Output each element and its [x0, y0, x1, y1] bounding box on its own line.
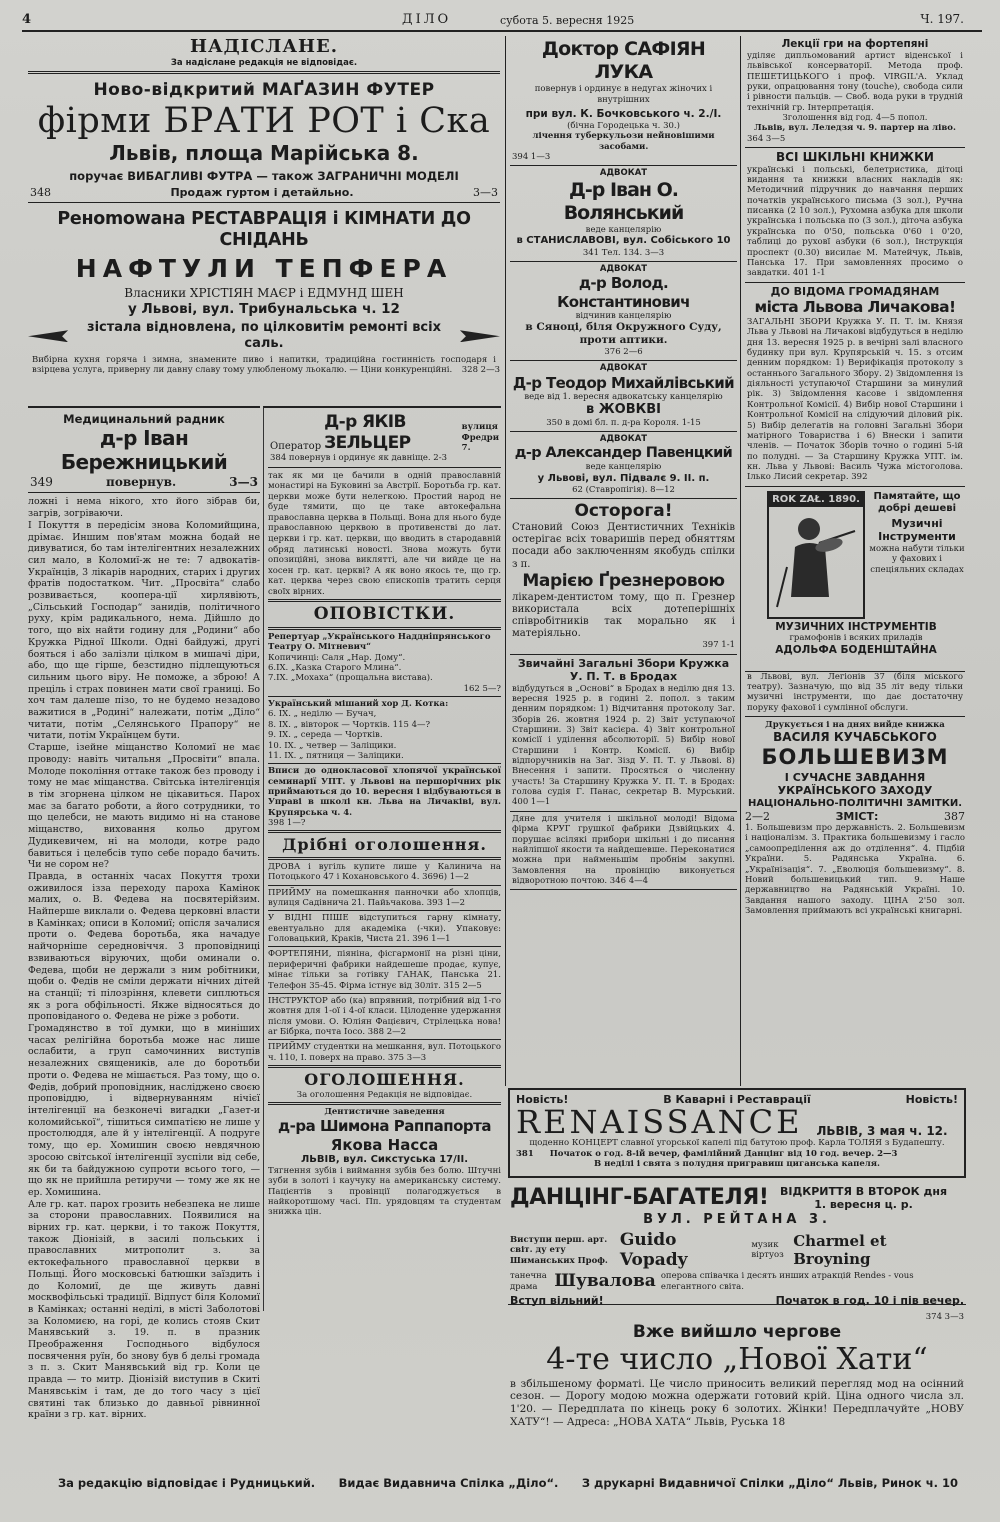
dent-address: ЛЬВІВ, вул. Сикстуська 17/ІІ.	[300, 1153, 469, 1165]
ren-city: ЛЬВІВ, 3 мая ч. 12.	[816, 1123, 948, 1138]
mykhailivsky-ad	[510, 361, 737, 432]
dent-name1: д-ра Шимона Раппапорта	[278, 1117, 491, 1136]
volyansky-ad	[510, 166, 737, 262]
hata-text: в збільшеному форматі. Це число приносить великий перегляд мод на осінний сезон. — Дорогу модою можна одержати готовий крій. Ціна одного числа зл. 1'20. — Передплата по кінець року 6 золотих. Жінки! Передплачуйте „НОВУ ХАТУ“! — Адреса: „НОВА ХАТА“ Львів, Руська 18	[510, 1377, 964, 1428]
piano-lessons-ad	[745, 36, 965, 148]
doc-title: Медицинальний радник	[63, 412, 225, 426]
hand-pointer-icon	[460, 330, 500, 342]
rest-address: у Львові, вул. Трибунальська ч. 12	[128, 300, 400, 317]
top-left-ads	[28, 36, 500, 406]
rest-text: Вибірна кухня горяча і зимна, знамените пиво і напитки, традиційна гостинність господаря і взірцева услуга, приверну ли давну славу тому улюбленому льокалю. — Ціни конкуренційні.	[32, 355, 496, 376]
footer-editor: За редакцію відповідає і Рудницький.	[58, 1476, 316, 1490]
doctor-ad	[28, 408, 260, 493]
op-address: вулиця Фредри 7.	[461, 422, 500, 454]
books-ad	[745, 148, 965, 283]
ren-title: RENAISSANCE	[516, 1103, 803, 1142]
ren-text3: В неділі і свята з полудня пригравиш циганська капеля.	[594, 1159, 880, 1170]
fur-line5: Продаж гуртом і детайльно.	[170, 185, 354, 199]
mykh-name: Д-р Теодор Михайлівський	[512, 373, 735, 392]
saf-code: 394 1—3	[512, 151, 551, 162]
ren-code: 381	[516, 1148, 534, 1159]
mus-text5: грамофонів і всяких приладів	[789, 633, 923, 644]
vol-name: Д-р Іван О. Волянський	[563, 178, 684, 224]
dan-address: ВУЛ. РЕЙТАНА 3.	[643, 1211, 831, 1227]
vol-text: веде канцелярію	[585, 225, 662, 235]
article-continued: так як ми це бачили в одній православній монастирі на Буковині за Австрії. Боротьба гр. кат. церкви може бути нелегкою. Простий народ не буде тямити, що це таке автокефальна православна церква в Польщі. Вона для нього буде православною церквою в противенстві до лат. церкви і гр. кат. церкви, що вводить в стародавній обряд латинські новості. Знова можуть бути опозиційні, знова виклятті, але чи вийде це на хосен гр. кат. церкві? А як воно якось те, що гр. кат. церква через свою єпископів тратить серця своїх вірних.	[268, 470, 501, 597]
kon-text: відчинив канцелярію	[575, 310, 672, 321]
choir-item: 8. IX. „ вівторок — Чортків. 115 4—?	[268, 719, 431, 730]
violinist-illustration	[767, 491, 865, 619]
dentist-ad	[268, 1107, 501, 1218]
ost-text1: Становий Союз Дентистичних Техніків остерігає всіх товаришів перед обняттям посади або заключенням якобудь спілки з п.	[512, 522, 735, 570]
bol-subtitle: І СУЧАСНЕ ЗАВДАННЯ УКРАЇНСЬКОГО ЗАХОДУ	[777, 770, 933, 798]
small-ad: ПРИЙМУ на помешкання панночки або хлопців, вулиця Садівнича 21. Пайьчакова. 393 1—2	[268, 887, 501, 908]
fur-line1: Ново-відкритий МАҐАЗИН ФУТЕР	[93, 80, 435, 101]
renaissance-ad	[508, 1088, 966, 1178]
ost-code: 397 1-1	[702, 640, 735, 651]
rest-name: НАФТУЛИ ТЕПФЕРА	[75, 253, 453, 283]
fur-store-ad	[28, 74, 500, 203]
saf-text2: (бічна Городецька ч. 30.)	[567, 120, 680, 131]
saf-address: при вул. К. Бочковського ч. 2./І.	[525, 108, 722, 121]
adv-label: АДВОКАТ	[599, 168, 648, 179]
dent-name2: Якова Насса	[330, 1135, 439, 1154]
doc-code: 3—3	[229, 474, 258, 489]
krug-text: Дяне для учителя і шкільної молоді! Відома фірма КРУГ грушкої фабрики Дзвiйцьких 4. порушає всілякі прибори шкільні і до писання найлiпшої якости та найдешевше. Переконатися можна при найменьшім пробнім закупні. Замовлення на провінцію виконується відворотною почтою. 346 4—4	[512, 813, 735, 886]
konstantynovych-ad	[510, 262, 737, 361]
small-ad: ПРИЙМУ студентки на мешкання, вул. Потоцького ч. 110, І. поверх на право. 375 3—3	[268, 1042, 501, 1063]
bol-code2: 387	[944, 809, 965, 823]
kon-address: в Сяноці, біля Окружного Суду, проти аптики.	[525, 321, 722, 347]
saf-text1: повернув і ординує в недугах жіночих і внутрішних	[534, 84, 713, 105]
rep-item: 7.IX. „Мохаха“ (прощальна вистава).	[268, 673, 433, 684]
hata-code: 374 3—3	[925, 1312, 964, 1322]
doc-ret: повернув.	[106, 474, 177, 489]
choir-title: Український мішаний хор Д. Котка:	[268, 699, 449, 710]
rest-code: 328 2—3	[461, 364, 500, 375]
vid-title: ДО ВІДОМА ГРОМАДЯНАМ	[770, 284, 940, 298]
choir-item: 6. IX. „ неділю — Бучач,	[268, 709, 377, 720]
dan-text2: музик віртуоз	[751, 1240, 784, 1261]
mus-text1: Памятайте, що добрі дешеві	[873, 490, 961, 514]
doc-num: 349	[30, 474, 53, 489]
mykh-code: 350 в домі бл. п. д-ра Короля. 1-15	[546, 418, 701, 429]
violinist-icon	[769, 507, 863, 617]
ost-text2: лікарем-дентистом тому, що п. Грезнер використала всіх дотеперішніх співробітників так морально як і матеріяльно.	[512, 591, 735, 640]
mus-text4: МУЗИЧНИХ ІНСТРУМЕНТІВ	[775, 620, 937, 633]
bol-text: 1. Большевизм про державність. 2. Большевизм і націоналізм. 3. Практика большевизму і гасло „самоопреділення аж до отділення“. 4. Підбій України. 5. Радянська Україна. 6. „Українізація“. 7. „Еволюція большевизму“. 8. Новий большевицький тип. 9. Наше державництво на Радянській Україні. 10. Завдання нашого заходу. ЦІНА 2'50 зол. Замовлення приймають всі українські книгарні.	[745, 823, 965, 916]
rep-item: Копичинці: Саля „Нар. Дому“.	[268, 652, 406, 663]
page-header	[22, 10, 982, 32]
dribni-heading: Дрібні оголошення.	[282, 835, 487, 855]
mus-text: в Львові, вул. Легіонів 37 (біля міського театру). Зазначую, що від 35 літ веду тільки музичні інструменти, що дає достаточну поруку фахової і сумлінної обслуги.	[747, 671, 963, 713]
pav-name: д-р Александер Павенцкий	[514, 444, 733, 461]
warning-ad	[510, 499, 737, 654]
pokuttia-article: ложні і нема нікого, хто його зібрав би, загрів, зогріваючи. І Покуття в передісім знова Коломийщина, дрімає. Иншим пов'ятам можна бодай не дивуватися, бо там інтелігентних незалежних сил мало, в Коломиї-ж не те: 7 адвокатів-Українців, 3 лікарів народних, старих і других фратів подостатком. Чит. „Просвіта“ слабо розвивається, коопера-ції хирлявіють, „Сільський Господар“ занидів, політичного руху, крім радикального, нема. Дійшло до того, що віх найти годину для „Родини“ або Кружка Рідної Школи. Одні байдужі, другі бояться і або залізли цілком в мишачі діри, або, що ще гірше, безстидно підлещуються сильним цього віру. Не поможе, а зброю! А преціль і страх повинен мати свої границі. Бо хоч там далеше пізо, то не будемо незадово важитися в „Родині“ належати, потім „Діло“ читати, потім „Селянського Прапору“ не читати, потім Українцем бути. Старше, ізейне міщанство Коломиї не має проводу: навіть читальня „Просвіти“ впала. Молоде покоління оттаке також без проводу і тому не має міщанства. Світська інтелігенція в тім згорнена цілком не цікавиться. Парох має за багато роботи, а його сотрудники, то що целебси, не мають видимо ні на станове міщанство, виховання кольо другом Дудикевичем, ні на молоди, котре радо бавиться і целебсів тупо себе порадо бачить. Чи не сором не? Правда, в останніх часах Покуття трохи оживилося ізза переходу пароха Камінок малих, о. В. Федева на посвятерійзим. Найперше виклали о. Федева церковні власти в Камінках; описи в Коломиї; опісля зачалися проти о. Федева боротьба, яка начадуе найчорніше середновіччя. 3 проповідниці взвиваються віруючих, щоби оминали о. Федева, щоби не держали з ним робітники, щоби о. Федів не сміли держати нічних дітей на станції; ті пілозріння, клевети сиплються як з рога обфільності. Якже відносяться до проповіданого о. Федева не ріже з роботи. Громадянство в тої думки, що в миніших часах релігійна боротьба може нас лише ослабити, а груп самочинних виступів незалежних священиків, але до боротьби проти о. Федева не мішається. Раз тому, що о. Федів, добрий проповідник, насліджено своєю проповіддю, і відвернуванням нічієї інтелігенції на безконечі вигадки „Газет-и коломийської“, тішиться симпатією не лише у простолюддя, але й у інтелігенції. А подруге тому, що ep. Хомишин своєю невдячною зросою світської інтелігенції зуспіли від себе, як би та байдужною супроти всього того, — що як не прийшла ретиручи — тому же як не ep. Хомишина. Але гр. кат. парох грозить небезпека не лише за сторони православних. Появилися на вірних гр. кат. церкви, і то також Покуття, також Діонізій, в засилі польських і православних митрополит з. за ектокефального православної церкви в Польщі. Його московські батюшки заїздить і до Коломиї, де ще живуть давні москвофільські традиції. Відпуст біля Коломиї в Камінках; останні неділі, в місті Заболотові за Коломиєю, на горі, де колись стояв Скит Манявський з. 19. п. в празник Преображення Господнього відбулося посвячення руїн, бо знову був б дельі громада з п. з. Скит Манявський від гр. Коли це правда — то митр. Діонізій виступив в Скиті Манявськім і там, де до того часу з цієї святині так близько до давньої рівнинної країни з гр. кат. вірних.	[28, 496, 260, 1421]
music-instruments-ad	[745, 487, 965, 672]
ren-new2: Новість!	[905, 1093, 958, 1106]
vid-name: міста Львова Личакова!	[754, 298, 956, 317]
fur-address: Львів, площа Марійська 8.	[109, 141, 419, 166]
dan-text3: танечна драма	[510, 1271, 547, 1292]
vol-address: в СТАНИСЛАВОВІ, вул. Собіського 10	[516, 235, 731, 247]
notices-column	[263, 406, 501, 1311]
zb-title: Звичайні Загальні Збори Кружка У. П. Т. в Бродах	[517, 656, 730, 684]
right-column	[740, 36, 965, 1086]
vid-text: ЗАГАЛЬНІ ЗБОРИ Кружка У. П. Т. ім. Князя Льва у Львові на Личакові відбудуться в неділю дня 13. вересня 1925 р. в вечірні залі власного будинку при вул. Крупярській ч. 15. з отсим денним порядком: 1) Верифікація протоколу з останнього Загального Збору. 2) Звідомлення із діяльності уступаючої Старшини за минулий рік. 3) Звідомлення касове і звідомлення Контрольної Комісії. 4) Вибір нової Старшини і Контрольної Комісії на слідуючий діловий рік. 5) Вибір делегатів на головні Загальні Збори матірного Товариства і 6) Внески і запити членів. — Початок Зборів точно о годині 5-ій по полудні. — За Старшину Кружка УПТ. ім. кн. Льва у Львові: Василь Чужа містоголова. Ілько Лисий секретар. 392	[747, 316, 963, 483]
choir-item: 9. IX. „ середа — Чортків.	[268, 730, 383, 741]
brody-meeting-ad	[510, 655, 737, 812]
doc-name: д-р Іван Бережницький	[60, 426, 228, 475]
vol-code: 341 Тел. 134. 3—3	[582, 247, 665, 258]
mykh-text: веде від 1. вересня адвокатську канцелярію	[524, 391, 723, 402]
dan-name1: Guido Vopady	[619, 1229, 688, 1271]
dan-text1: Виступи перш. арт. світ. ду ету Шиманських Проф.	[510, 1234, 608, 1266]
footer-printer: З друкарні Видавничої Спілки „Діло“ Львів, Ринок ч. 10	[581, 1476, 958, 1490]
dan-name3: Шувалова	[554, 1271, 656, 1292]
page-number: 4	[22, 12, 32, 27]
nova-khata-ad	[508, 1310, 966, 1462]
mus-text3: можна набути тільки у фахових і спеціяльних складах	[869, 543, 965, 575]
small-ad: ДРОВА і вугіль купите лише у Калинича на Потоцького 47 і Кохановського 4. 3696) 1—2	[268, 861, 501, 883]
bol-text1: Друкується і на днях вийде книжка	[765, 720, 945, 731]
pav-code: 62 (Ставропігія). 8—12	[572, 485, 675, 495]
bolshevism-book-ad	[745, 717, 965, 916]
small-ad: У ВІДНІ ПІШЕ відступиться гарну кімнату, евентуально для академіка (-чки). Упаковує: Головацький, Краків, Чиста 21. 396 1—1	[268, 913, 501, 945]
op-title: Оператор	[270, 441, 322, 453]
ren-where: В Каварні і Реставрації	[663, 1093, 811, 1106]
dent-text: Тягнення зубів і виймання зубів без болю. Штучні зуби в золоті і каучуку на американську систему. Пацієнтів з провінції полагоджується в найкоротшому часі. Пп. урядовцям та студентам знижка цін.	[268, 1166, 501, 1218]
fur-code: 3—3	[472, 185, 498, 199]
dancing-ad	[508, 1183, 966, 1305]
dan-entry: Вступ вільний!	[510, 1293, 604, 1307]
ogoloshennia-note: За оголошення Редакція не відповідає.	[296, 1089, 473, 1100]
ost-title: Осторога!	[574, 501, 673, 522]
lawyers-column	[505, 36, 737, 1086]
dan-name2: Charmel et Broyning	[793, 1232, 887, 1269]
hata-title: 4-те число „Нової Хати“	[546, 1342, 928, 1378]
nadislane-note: За надіслане редакція не відповідає.	[170, 57, 358, 68]
bol-subtitle2: НАЦІОНАЛЬНО-ПОЛІТИЧНІ ЗАМІТКИ.	[747, 797, 963, 809]
bol-contents: ЗМІСТ:	[835, 809, 879, 823]
dent-title: Дентистичне заведення	[324, 1106, 445, 1117]
bol-code1: 2—2	[745, 809, 770, 823]
dan-text4: оперова співачка і десять инших атракцій Rendes - vous елегантного світа.	[660, 1271, 914, 1292]
ren-new: Новість!	[516, 1093, 569, 1106]
op-name: Д-р ЯКІВ ЗЕЛЬЦЕР	[324, 412, 411, 453]
pia-address: Львів, вул. Леледзя ч. 9. партер на ліво.	[754, 123, 956, 134]
ogoloshennia-heading: ОГОЛОШЕННЯ.	[304, 1070, 465, 1090]
saf-text3: лічення туберкульози нейновішими засобами.	[532, 131, 715, 152]
enrollment-code: 398 1—?	[268, 818, 306, 829]
dan-open: ВІДКРИТТЯ В ВТОРОК дня 1. вересня ц. р.	[779, 1185, 948, 1212]
bol-title: БОЛЬШЕВИЗМ	[761, 745, 949, 770]
rest-line1: Ренomowана РЕСТАВРАЦІЯ і КІМНАТИ ДО СНІДАНЬ	[57, 209, 471, 251]
pia-text: уділяє дипльомований артист віденської і львівської консерваторії. Метода проф. ПЕШЕТИЦЬКОГО і проф. VIRGIL'A. Уклад руки, опрацювання тону (touche), свобода сили і рівности пальців. — Своб. вода руки в трудній технічній гр. Інтерпретація.	[747, 50, 963, 113]
pia-text2: Зголошення від год. 4—5 попол.	[782, 112, 928, 123]
small-ad: ІНСТРУКТОР або (ка) впрявний, потрібний від 1-го жовтня для 1-ої і 4-ої класи. Цілоденне удержання після умови. О. Юліян Фацієвич, Стрілецька нова! аr Бібрка, почта Іосо. 388 2—2	[268, 995, 501, 1037]
rok-label: ROK ZAŁ. 1890.	[769, 493, 863, 507]
enrollment-notice: Вписи до однокласової хлопячої української семинарії УПТ. у Львові на першорічних рік приймаються до 10. вересня і відбуваються в Управі в школі кн. Льва на Личаківі, вул. Крупярська ч. 4.	[268, 766, 501, 818]
rest-renew: зістала відновлена, по цілковитім ремонті всіх саль.	[87, 320, 441, 352]
footer-publisher: Видає Видавнича Спілка „Діло“.	[338, 1476, 559, 1490]
mus-name: АДОЛЬФА БОДЕНШТАЙНА	[775, 643, 937, 656]
music-instruments-text	[745, 670, 965, 717]
adv-label: АДВОКАТ	[599, 434, 648, 445]
mus-text2: Музичні Інструменти	[878, 517, 956, 544]
newspaper-name: ДІЛО	[402, 12, 452, 27]
choir-item: 10. IX. „ четвер — Заліщики.	[268, 740, 397, 751]
saf-title: Доктор САФІЯН ЛУКА	[541, 38, 706, 84]
choir-item: 11. IX. „ пятниця — Заліщики.	[268, 750, 404, 761]
hand-pointer-icon	[28, 330, 68, 342]
safiyan-ad	[510, 36, 737, 166]
dan-start: Початок в год. 10 і пів вечер.	[775, 1293, 964, 1307]
hata-text1: Вже вийшло чергове	[632, 1322, 842, 1343]
adv-label: АДВОКАТ	[599, 363, 648, 374]
ost-name: Марією Ґрезнеровою	[522, 570, 725, 591]
rest-owners: Власники ХРІСТІЯН МАЄР і ЕДМУНД ШЕН	[124, 286, 404, 301]
bol-author: ВАСИЛЯ КУЧАБСЬКОГО	[773, 730, 937, 745]
pav-address: у Львові, вул. Підвалє 9. ІІ. п.	[537, 472, 710, 484]
small-ad: ФОРТЕПЯНИ, піяніна, фісгармонії на різні ціни, периферичні фабрики найдешеше продає, купує, мінає тільки за готівку ГАНАК, Панська 21. Телефон 35-45. Фірма істнує від 30літ. 315 2—5	[268, 949, 501, 991]
mykh-address: в ЖОВКВІ	[586, 402, 661, 418]
kon-code: 376 2—6	[604, 346, 643, 357]
fur-num: 348	[30, 185, 51, 199]
fur-line4: поручає ВИБАГЛИВІ ФУТРА — також ЗАГРАНИЧНІ МОДЕЛІ	[69, 168, 459, 183]
repertoire-title: Репертуар „Українського Надднiпрянського Театру О. Мітневич“	[268, 631, 491, 653]
pavenetsky-ad	[510, 432, 737, 499]
rep-item: 6.IX. „Казка Старого Млина“.	[268, 663, 402, 674]
pia-title: Лекції гри на фортепяні	[781, 38, 929, 50]
page-footer	[58, 1476, 958, 1490]
ren-text1: щоденно КОНЦЕРТ славної угорської капелі під батутою проф. Карла ТОЛЯЯ з Будапешту.	[529, 1138, 945, 1149]
rep-item: 162 5—?	[463, 683, 501, 694]
op-return: 384 повернув і ординує як давніще. 2-3	[270, 453, 447, 464]
opovistky-heading: ОПОВІСТКИ.	[313, 604, 456, 625]
pia-code: 364 3—5	[747, 133, 786, 144]
bk-title: ВСІ ШКІЛЬНІ КНИЖКИ	[776, 150, 934, 165]
kon-name: д-р Волод. Константинович	[557, 274, 690, 311]
zb-text: відбудуться в „Основі“ в Бродах в неділю дня 13. вересня 1925 р. в годині 2. попол. з таким денним порядком: 1) Відчитання протоколу Заг. Зборів 26. жовтня 1924 р. 2) Звіт уступаючої Старшини. 3) Звіт касієра. 4) Звіт контрольної комісії і уділення абсолюторії. 5) Вибір нової Старшини і Контр. Комісії. 6) Вибір відпоручників на Заг. Зізд У. П. Т. у Львові. 8) Внесення і запити. Просяться о численну участь! За Старшину Кружка У. П. Т. в Бродах: голова судія Г. Панас, секретар В. Мурський. 400 1—1	[512, 683, 735, 808]
article-column-left	[28, 406, 260, 1421]
restaurant-ad	[28, 203, 500, 375]
issue-number: Ч. 197.	[920, 12, 964, 26]
issue-date: субота 5. вересня 1925	[500, 14, 635, 27]
ren-text2: Початок о год. 8-ій вечер, фамілійний Данцінг від 10 год. вечер. 2—3	[549, 1148, 898, 1159]
fur-firm: фірми БРАТИ РОТ і Ска	[37, 101, 491, 142]
pav-text: веде канцелярію	[585, 462, 662, 473]
bk-text: українські і польські, белетристика, дітоці видання та книжки власних накладів як: Методичний підручник до навчання перших початків українського письма (3 зол.), Ручна писанка (2 10 зол.), Рухомна азбука для школи українська і польська по (3 зол.), діточа азбука українська по 0'50, польська 0'60 і 0'20, таблиці до руховї азбуки (6 зол.), Інструкція проспект (0.30) висилає М. Матейчук, Львів, Панська 17. При замовленнях просимо о завдатки. 401 1-1	[747, 164, 963, 279]
nadislane-heading: НАДІСЛАНЕ.	[190, 36, 338, 57]
krug-ad	[510, 812, 737, 891]
adv-label: АДВОКАТ	[599, 263, 648, 274]
dan-title: ДАНЦІНГ-БАГАТЕЛЯ!	[510, 1185, 769, 1210]
lychakiv-meeting-ad	[745, 283, 965, 487]
operator-ad	[268, 408, 501, 468]
